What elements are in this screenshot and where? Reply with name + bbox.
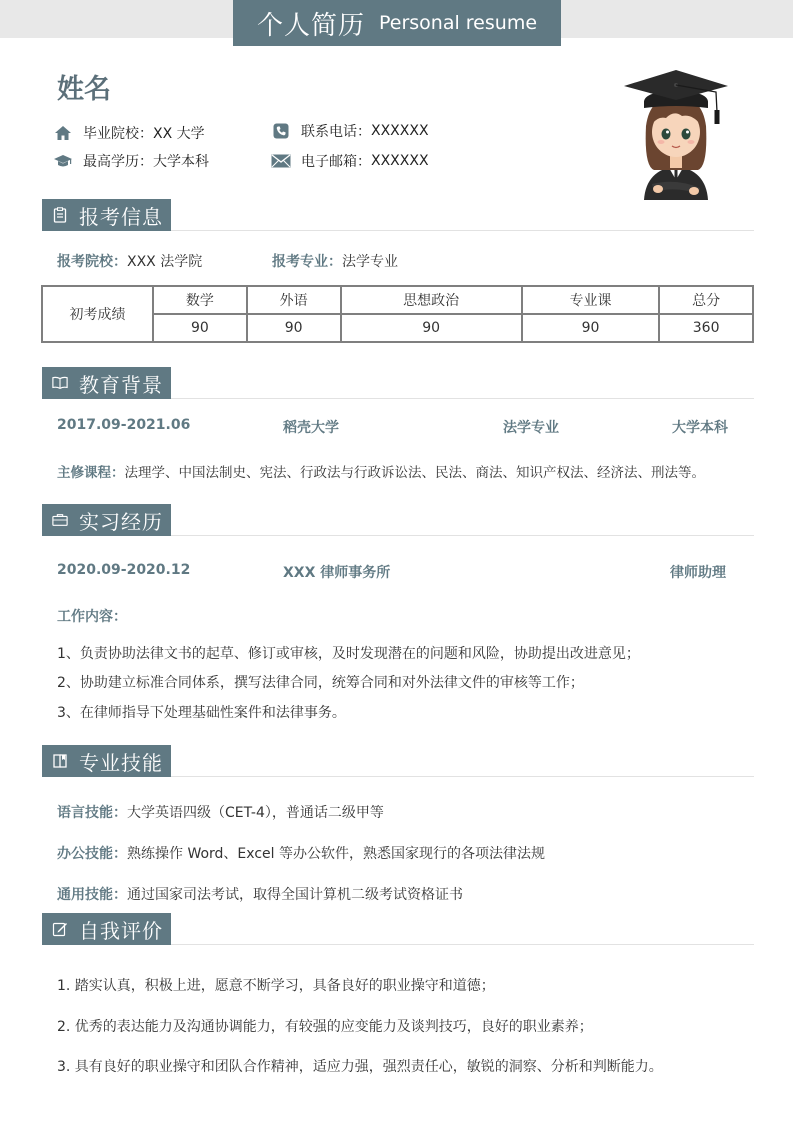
internship-period: 2020.09-2020.12 [57, 562, 191, 578]
education-degree: 大学本科 [672, 420, 728, 436]
evaluation-item: 2. 优秀的表达能力及沟通协调能力，有较强的应变能力及谈判技巧，良好的职业素养； [57, 1019, 593, 1035]
exam-school: 报考院校：XXX 法学院 [57, 254, 203, 270]
graduation-cap-icon [53, 152, 73, 170]
subject-header: 思想政治 [341, 286, 522, 314]
section-header-education [42, 367, 754, 399]
info-email [271, 151, 429, 171]
school-value: XX 大学 [153, 126, 205, 142]
section-header-internship [42, 504, 754, 536]
info-degree [53, 151, 209, 171]
section-title-internship: 实习经历 [79, 509, 163, 534]
section-header-evaluation [42, 913, 754, 945]
education-major: 法学专业 [503, 420, 559, 436]
edit-icon [52, 921, 68, 937]
score-row-label: 初考成绩 [42, 286, 153, 342]
banner-title-cn: 个人简历 [256, 10, 365, 41]
score-cell: 360 [659, 314, 753, 342]
score-cell: 90 [153, 314, 247, 342]
email-label: 电子邮箱： [301, 154, 371, 170]
duties-label: 工作内容： [57, 609, 127, 625]
envelope-icon [271, 152, 291, 170]
evaluation-item: 1. 踏实认真，积极上进，愿意不断学习，具备良好的职业操守和道德； [57, 978, 495, 994]
clipboard-icon [52, 207, 68, 223]
duty-item: 3、在律师指导下处理基础性案件和法律事务。 [57, 705, 346, 721]
info-phone [271, 121, 429, 141]
internship-role: 律师助理 [670, 565, 726, 581]
duty-item: 2、协助建立标准合同体系，撰写法律合同，统筹合同和对外法律文件的审核等工作； [57, 675, 584, 691]
briefcase-icon [52, 512, 68, 528]
subject-header: 专业课 [522, 286, 660, 314]
info-school [53, 123, 205, 143]
phone-icon [271, 122, 291, 140]
avatar-graduate-illustration [622, 66, 730, 200]
section-title-education: 教育背景 [79, 372, 163, 397]
degree-label: 最高学历： [83, 154, 153, 170]
section-title-skills: 专业技能 [79, 750, 163, 775]
skill-office: 办公技能：熟练操作 Word、Excel 等办公软件，熟悉国家现行的各项法律法规 [57, 846, 545, 862]
subject-header: 总分 [659, 286, 753, 314]
section-header-exam [42, 199, 754, 231]
section-title-evaluation: 自我评价 [79, 918, 163, 943]
internship-company: XXX 律师事务所 [283, 565, 391, 581]
section-title-exam: 报考信息 [79, 204, 163, 229]
phone-label: 联系电话： [301, 124, 371, 140]
resume-banner [233, 0, 561, 46]
education-period: 2017.09-2021.06 [57, 417, 191, 433]
book-bookmark-icon [52, 753, 68, 769]
open-book-icon [52, 375, 68, 391]
score-cell: 90 [522, 314, 660, 342]
email-value: XXXXXX [371, 153, 429, 169]
subject-header: 外语 [247, 286, 341, 314]
skill-language: 语言技能：大学英语四级（CET-4），普通话二级甲等 [57, 805, 384, 821]
subject-header: 数学 [153, 286, 247, 314]
exam-major: 报考专业：法学专业 [272, 254, 398, 270]
score-cell: 90 [341, 314, 522, 342]
banner-title-en: Personal resume [378, 12, 538, 34]
education-school: 稻壳大学 [283, 420, 339, 436]
candidate-name: 姓名 [57, 74, 111, 105]
home-icon [53, 124, 73, 142]
evaluation-item: 3. 具有良好的职业操守和团队合作精神，适应力强，强烈责任心，敏锐的洞察、分析和判断能力。 [57, 1059, 663, 1075]
duty-item: 1、负责协助法律文书的起草、修订或审核，及时发现潜在的问题和风险，协助提出改进意见； [57, 646, 640, 662]
school-label: 毕业院校： [83, 126, 153, 142]
degree-value: 大学本科 [153, 154, 209, 170]
education-courses: 主修课程：法理学、中国法制史、宪法、行政法与行政诉讼法、民法、商法、知识产权法、经济法、刑法等。 [57, 465, 705, 481]
score-table [41, 285, 754, 343]
phone-value: XXXXXX [371, 123, 429, 139]
score-cell: 90 [247, 314, 341, 342]
section-header-skills [42, 745, 754, 777]
skill-general: 通用技能：通过国家司法考试，取得全国计算机二级考试资格证书 [57, 887, 463, 903]
